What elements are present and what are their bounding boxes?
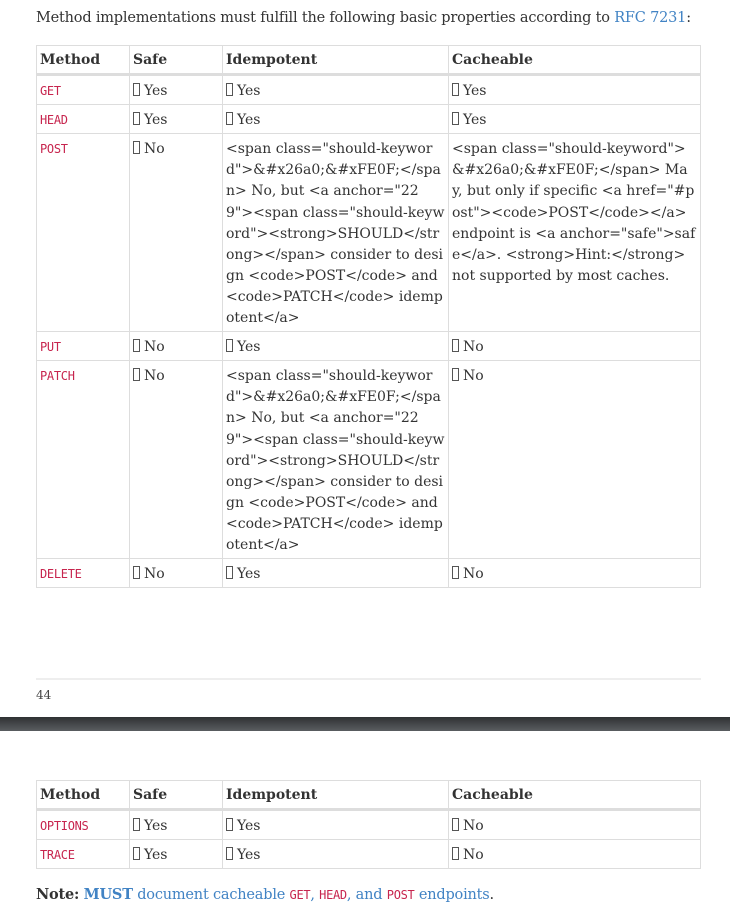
status-glyph-icon xyxy=(133,83,140,96)
idempotent-value: Yes xyxy=(237,566,261,583)
status-glyph-icon xyxy=(452,83,459,96)
safe-value: No xyxy=(144,368,165,385)
table-row xyxy=(37,559,701,588)
header-cacheable: Cacheable xyxy=(449,781,701,810)
status-glyph-icon xyxy=(133,112,140,125)
method-name: PUT xyxy=(40,340,61,355)
table-header-row xyxy=(37,46,701,75)
header-idempotent: Idempotent xyxy=(223,46,449,75)
post-code: POST xyxy=(386,888,415,902)
page-number: 44 xyxy=(36,688,52,702)
status-glyph-icon xyxy=(226,83,233,96)
status-glyph-icon xyxy=(452,566,459,579)
idempotent-value: <span class="should-keyword">&#x26a0;&#xFE0F;</span> No, but <a anchor="229"><span class="should-keyword"><strong>SHOULD</strong></span> consider to design <code>POST</code> and <code>PATCH</code> idempotent</a> xyxy=(223,361,449,559)
cacheable-value: No xyxy=(463,339,484,356)
status-glyph-icon xyxy=(133,339,140,352)
cacheable-value: No xyxy=(463,847,484,864)
table-row xyxy=(37,332,701,361)
cacheable-value: No xyxy=(463,818,484,835)
table-row xyxy=(37,361,701,559)
status-glyph-icon xyxy=(133,368,140,381)
method-name: TRACE xyxy=(40,848,75,863)
must-keyword-link[interactable]: MUST xyxy=(83,886,133,903)
status-glyph-icon xyxy=(226,847,233,860)
document-page-2 xyxy=(0,739,730,912)
table-row xyxy=(37,134,701,332)
table-row xyxy=(37,105,701,134)
header-idempotent: Idempotent xyxy=(223,781,449,810)
intro-paragraph: Method implementations must fulfill the following basic properties according to RFC 7231: xyxy=(36,10,691,26)
table-row xyxy=(37,840,701,869)
method-name: GET xyxy=(40,84,61,99)
safe-value: No xyxy=(144,566,165,583)
status-glyph-icon xyxy=(226,112,233,125)
idempotent-value: Yes xyxy=(237,847,261,864)
note-label: Note: xyxy=(36,886,80,903)
method-name: DELETE xyxy=(40,567,82,582)
status-glyph-icon xyxy=(133,566,140,579)
status-glyph-icon xyxy=(226,566,233,579)
cacheable-note: Note: MUST document cacheable GET, HEAD, and POST endpoints. xyxy=(36,886,494,903)
cacheable-value: No xyxy=(463,368,484,385)
method-name: POST xyxy=(40,142,68,157)
status-glyph-icon xyxy=(452,818,459,831)
safe-value: No xyxy=(144,141,165,158)
status-glyph-icon xyxy=(226,818,233,831)
status-glyph-icon xyxy=(452,368,459,381)
http-methods-table-continued xyxy=(36,780,701,869)
footer-divider xyxy=(36,678,701,680)
cacheable-value: Yes xyxy=(463,83,487,100)
status-glyph-icon xyxy=(133,141,140,154)
safe-value: Yes xyxy=(144,112,168,129)
status-glyph-icon xyxy=(133,847,140,860)
method-name: OPTIONS xyxy=(40,819,89,834)
status-glyph-icon xyxy=(226,339,233,352)
page-break-separator xyxy=(0,717,730,739)
idempotent-value: Yes xyxy=(237,339,261,356)
table-row xyxy=(37,75,701,105)
idempotent-value: Yes xyxy=(237,112,261,129)
status-glyph-icon xyxy=(452,112,459,125)
safe-value: Yes xyxy=(144,847,168,864)
get-code: GET xyxy=(289,888,311,902)
idempotent-value: Yes xyxy=(237,818,261,835)
idempotent-value: <span class="should-keyword">&#x26a0;&#xFE0F;</span> No, but <a anchor="229"><span class="should-keyword"><strong>SHOULD</strong></span> consider to design <code>POST</code> and <code>PATCH</code> idempotent</a> xyxy=(223,134,449,332)
cacheable-value: <span class="should-keyword">&#x26a0;&#xFE0F;</span> May, but only if specific <a href="#post"><code>POST</code></a> endpoint is <a anchor="safe">safe</a>. <strong>Hint:</strong> not supported by most caches. xyxy=(449,134,701,332)
idempotent-value: Yes xyxy=(237,83,261,100)
table-row xyxy=(37,810,701,840)
status-glyph-icon xyxy=(133,818,140,831)
header-method: Method xyxy=(37,46,130,75)
cacheable-value: No xyxy=(463,566,484,583)
header-safe: Safe xyxy=(130,781,223,810)
header-cacheable: Cacheable xyxy=(449,46,701,75)
method-name: HEAD xyxy=(40,113,68,128)
safe-value: Yes xyxy=(144,818,168,835)
header-method: Method xyxy=(37,781,130,810)
head-code: HEAD xyxy=(319,888,347,902)
rfc-7231-link[interactable]: RFC 7231 xyxy=(614,10,687,26)
header-safe: Safe xyxy=(130,46,223,75)
table-header-row xyxy=(37,781,701,810)
safe-value: No xyxy=(144,339,165,356)
status-glyph-icon xyxy=(452,339,459,352)
http-methods-table xyxy=(36,45,701,588)
safe-value: Yes xyxy=(144,83,168,100)
status-glyph-icon xyxy=(452,847,459,860)
cacheable-value: Yes xyxy=(463,112,487,129)
method-name: PATCH xyxy=(40,369,75,384)
